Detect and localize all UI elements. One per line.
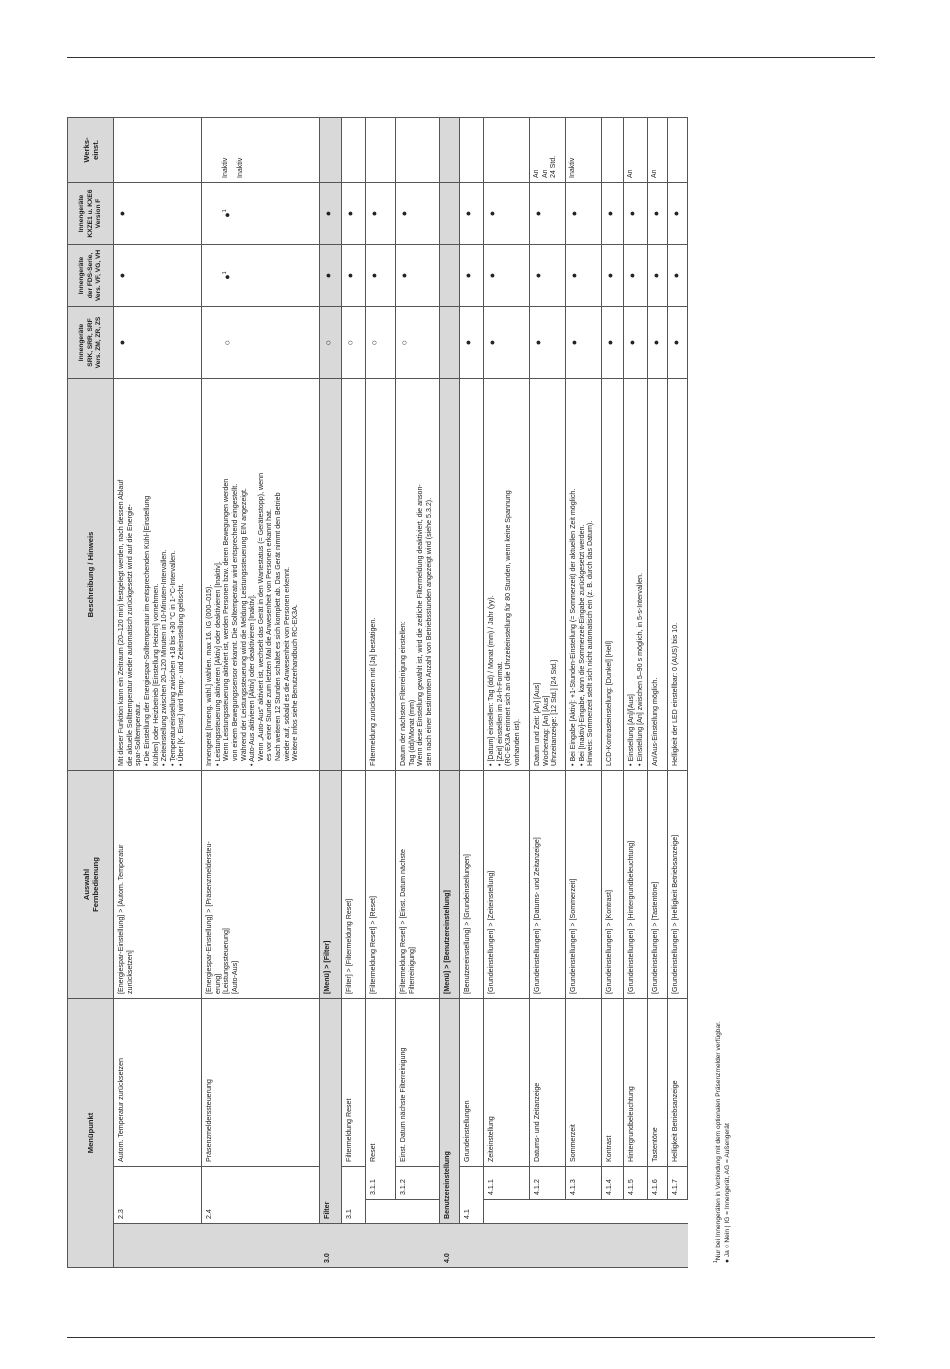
mark-fds: ● <box>484 245 530 307</box>
row-auswahl: [Energiespar-Einstellung] > [Präsenzmeldersteu- erung] [Leistungssteuerung] [Auto-Aus] <box>202 771 320 999</box>
footer-rule <box>67 1337 875 1338</box>
mark-fds: ● <box>668 245 688 307</box>
mark-srk: ● <box>648 307 668 379</box>
row-number: 4.1 <box>460 1167 484 1224</box>
mark-kxz: ● <box>624 183 648 245</box>
row-number: 4.1.2 <box>530 1167 566 1200</box>
mark-kxz: ● <box>366 183 396 245</box>
table-row <box>566 118 602 1268</box>
row-name: Präsenzmelderssteuerung <box>202 999 320 1167</box>
mark-kxz: ● <box>342 183 366 245</box>
mark-srk: ● <box>602 307 624 379</box>
row-description: • [Datum] einstellen: Tag (dd) / Monat (mm) / Jahr (yy). • [Zeit] einstellen im 24-h-Format. (RC-EX3A erinnert sich an die Uhrzeiteinstellung für 80 Stunden, wenn keine Spannung vorhanden ist). <box>484 379 530 771</box>
werks-value: Inaktiv Inaktiv <box>202 118 320 183</box>
mark-kxz: ● <box>484 183 530 245</box>
table-row <box>530 118 566 1268</box>
row-number: 3.1.2 <box>396 1167 440 1200</box>
row-number: 3.1 <box>342 1167 366 1224</box>
mark-srk: ● <box>484 307 530 379</box>
mark-srk: ● <box>530 307 566 379</box>
section-number: 3.0 <box>320 1224 342 1268</box>
table-row <box>396 118 440 1268</box>
mark-kxz: ●$^1$ <box>202 183 320 245</box>
row-number: 4.1.6 <box>648 1167 668 1200</box>
section-number: 4.0 <box>440 1224 460 1268</box>
mark-kxz: ● <box>566 183 602 245</box>
row-number: 4.1.7 <box>668 1167 688 1200</box>
row-auswahl: [Grundeinstellungen] > [Tastentöne] <box>648 771 668 999</box>
settings-table <box>67 117 688 1268</box>
row-auswahl: [Menü] > [Benutzereinstellung] <box>440 771 460 999</box>
werks-value: Inaktiv <box>566 118 602 183</box>
row-number: 4.1.4 <box>602 1167 624 1200</box>
mark-fds: ● <box>530 245 566 307</box>
werks-value: An <box>648 118 668 183</box>
row-number: 4.1.1 <box>484 1167 530 1200</box>
mark-kxz: ● <box>668 183 688 245</box>
row-description: Mit dieser Funktion kann ein Zeitraum (20–120 min) festgelegt werden, nach dessen Ablauf die aktuelle Sollttemperatur wieder automatisch zurückgesetzt wird auf die Energie- spar-Solltemperatur. • Die Einstellung der Energiespar-Solltemperatur im entsprechenden Kühl-[Einstellung Kühlen] oder Heizbetrieb [Einstellung Heizen] vornehmen. • Zeiteinstellung zwischen 20–120 Minuten in 10-Minuten-Intervallen. • Temperatureinstellung zwischen +18 bis +30 °C in 1-°C-Intervallen. • Über [K. Einst.] wird Temp.- und Zeiteinstellung gelöscht. <box>114 379 202 771</box>
mark-kxz: ● <box>648 183 668 245</box>
werks-value: An <box>624 118 648 183</box>
footnotes <box>713 163 732 1263</box>
table-row <box>624 118 648 1268</box>
mark-kxz: ● <box>460 183 484 245</box>
mark-srk: ○ <box>320 307 342 379</box>
table-row <box>114 118 202 1268</box>
mark-fds: ● <box>566 245 602 307</box>
header-ig-fds: Innengeräte der FDS-Serie, Vers. VF, VG, VH <box>68 245 114 307</box>
table-row <box>484 118 530 1268</box>
row-description: Filtermeldung zurücksetzen mit [Ja] bestätigen. <box>366 379 396 771</box>
row-description: • Bei Eingabe [Aktiv]: +1-Stunden-Einstellung (= Sommerzeit) der aktuellen Zeit möglich. • Bei [Inaktiv]-Eingabe, kann die Sommerzeit-Eingabe zurückgesetzt werden. Hinweis: Sommerzeit stellt sich nicht automatisch ein (z. B. durch das Datum). <box>566 379 602 771</box>
mark-fds: ● <box>366 245 396 307</box>
row-description: Datum und Zeit: [An] [Aus] Wochentag: [An] [Aus] Uhrzeitanzeige: [12 Std.] [24 Std.] <box>530 379 566 771</box>
row-name: Sommerzeit <box>566 999 602 1167</box>
table-header-row <box>68 118 114 1268</box>
header-menupunkt: Menüpunkt <box>68 999 114 1268</box>
row-description: Innengerät [Inneng. wähl.] wählen. max 16. IG (000–015). • Leistungssteuerung aktivieren [Aktiv] oder deaktivieren [Inaktiv]. Wenn Leistungssteuerung aktiviert ist, werden Personen bzw. deren Bewegungen werden von einem Bewegungssensor erkannt. Die Solltemperatur wird entsprechend eingestellt. Während der Leistungssteuerung wird die Meldung Leistungssteuerung EIN angezeigt. • Auto-Aus aktivieren [Aktiv] oder deaktivieren [Inaktiv]. Wenn „Auto-Aus“ aktiviert ist, wechselt das Gerät in den Wartestatus (= Gerätestopp), wenn es vor einer Stunde zum letzten Mal die Anwesenheit von Personen erkannt hat. Nach weiteren 12 Stunden schaltet es sich komplett ab. Das Gerät nimmt den Betrieb wieder auf, sobald es die Anwesenheit von Personen erkennt. Weitere Infos siehe Benutzerhandbuch RC-EX3A. <box>202 379 320 771</box>
row-name: Datums- und Zeitanzeige <box>530 999 566 1167</box>
mark-srk: ○ <box>366 307 396 379</box>
row-auswahl: [Filtermeldung Reset] > [Reset] <box>366 771 396 999</box>
row-description: • Einstellung [An]/[Aus] • Einstellung [An] zwischen 5–90 s möglich, in 5-s-Intervallen. <box>624 379 648 771</box>
header-auswahl: Auswahl Fernbedienung <box>68 771 114 999</box>
header-ig-kxz: Innengeräte KXZE1 u. KXE6 Version F <box>68 183 114 245</box>
table-row <box>202 118 320 1268</box>
row-name: Hintergrundbeleuchtung <box>624 999 648 1167</box>
header-beschreibung: Beschreibung / Hinweis <box>68 379 114 771</box>
table-row <box>648 118 668 1268</box>
row-description: LCD-Kontrasteinstellung: [Dunkel] [Hell] <box>602 379 624 771</box>
header-werks: Werks- einst. <box>68 118 114 183</box>
mark-srk: ○ <box>202 307 320 379</box>
row-number: 2.4 <box>202 1167 320 1224</box>
section-row <box>320 118 342 1268</box>
footnote-1: $^1$Nur bei Innengeräten in Verbindung mit dem optionalen Präsenzmelder verfügbar. <box>713 1021 723 1263</box>
row-name: Filtermeldung Reset <box>342 999 366 1167</box>
row-auswahl: [Grundeinstellungen] > [Hintergrundbeleuchtung] <box>624 771 648 999</box>
header-ig-srk: Innengeräte SRK, SRR, SRF Vers. ZM, ZR, ZS <box>68 307 114 379</box>
row-number-and-name: 3.1.1Reset <box>366 999 396 1200</box>
mark-fds: ● <box>602 245 624 307</box>
row-name: Tastentöne <box>648 999 668 1167</box>
row-number: 2.3 <box>114 1167 202 1224</box>
row-name: Kontrast <box>602 999 624 1167</box>
rotated-table-page <box>67 118 731 1268</box>
row-description: An/Aus-Einstellung möglich. <box>648 379 668 771</box>
row-description: Helligkeit der LED einstellbar: 0 (AUS) bis 10. <box>668 379 688 771</box>
row-name: Zeiteinstellung <box>484 999 530 1167</box>
row-auswahl: [Benutzereinstellung] > [Grundeinstellungen] <box>460 771 484 999</box>
row-auswahl: [Energiespar-Einstellung] > [Autom. Temperatur zurücksetzen] <box>114 771 202 999</box>
row-auswahl: [Menü] > [Filter] <box>320 771 342 999</box>
mark-fds: ● <box>114 245 202 307</box>
mark-fds: ●$^1$ <box>202 245 320 307</box>
header-rule <box>67 57 875 58</box>
mark-srk: ● <box>114 307 202 379</box>
mark-fds: ● <box>342 245 366 307</box>
table-row <box>668 118 688 1268</box>
table-row <box>460 118 484 1268</box>
mark-srk: ○ <box>396 307 440 379</box>
legend: ● Ja ○ Nein | IG = Innengerät, AG = Außengerät <box>723 1123 731 1263</box>
table-row <box>342 118 366 1268</box>
mark-kxz: ● <box>114 183 202 245</box>
row-auswahl: [Filtermeldung Reset] > [Einst. Datum nächste Filterreinigung] <box>396 771 440 999</box>
section-title: Benutzereinstellung <box>440 999 460 1224</box>
mark-srk: ● <box>566 307 602 379</box>
row-auswahl: [Grundeinstellungen] > [Zeiteinstellung] <box>484 771 530 999</box>
werks-value <box>114 118 202 183</box>
mark-kxz: ● <box>602 183 624 245</box>
mark-fds: ● <box>648 245 668 307</box>
section-row <box>440 118 460 1268</box>
mark-fds: ● <box>460 245 484 307</box>
mark-srk: ● <box>624 307 648 379</box>
table-row <box>366 118 396 1268</box>
row-auswahl: [Grundeinstellungen] > [Sommerzeit] <box>566 771 602 999</box>
mark-srk: ○ <box>342 307 366 379</box>
mark-fds: ● <box>320 245 342 307</box>
row-name: Grundeinstellungen <box>460 999 484 1167</box>
mark-fds: ● <box>396 245 440 307</box>
row-auswahl: [Grundeinstellungen] > [Kontrast] <box>602 771 624 999</box>
section-title: Filter <box>320 999 342 1224</box>
werks-value: An An 24 Std. <box>530 118 566 183</box>
mark-srk: ● <box>460 307 484 379</box>
mark-kxz: ● <box>530 183 566 245</box>
row-auswahl: [Filter] > [Filtermeldung Reset] <box>342 771 366 999</box>
mark-kxz: ● <box>320 183 342 245</box>
row-number: 4.1.5 <box>624 1167 648 1200</box>
row-name: Einst. Datum nächste Filterreinigung <box>396 999 440 1167</box>
mark-fds: ● <box>624 245 648 307</box>
row-name: Helligkeit Betriebsanzeige <box>668 999 688 1167</box>
row-name: Autom. Temperatur zurücksetzen <box>114 999 202 1167</box>
row-auswahl: [Grundeinstellungen] > [Datums- und Zeitanzeige] <box>530 771 566 999</box>
row-description: Datum der nächsten Filterreinigung einstellen: Tag (dd)/Monat (mm) Wenn diese Einstellung gewählt ist, wird die zeitliche Filtermeldung deaktiviert, die anson- sten nach einer bestimmten Anzahl von Betriebsstunden angezeigt wird (siehe 5.3.2). <box>396 379 440 771</box>
table-row <box>602 118 624 1268</box>
mark-srk: ● <box>668 307 688 379</box>
mark-kxz: ● <box>396 183 440 245</box>
row-number: 4.1.3 <box>566 1167 602 1200</box>
row-auswahl: [Grundeinstellungen] > [Helligkeit Betriebsanzeige] <box>668 771 688 999</box>
